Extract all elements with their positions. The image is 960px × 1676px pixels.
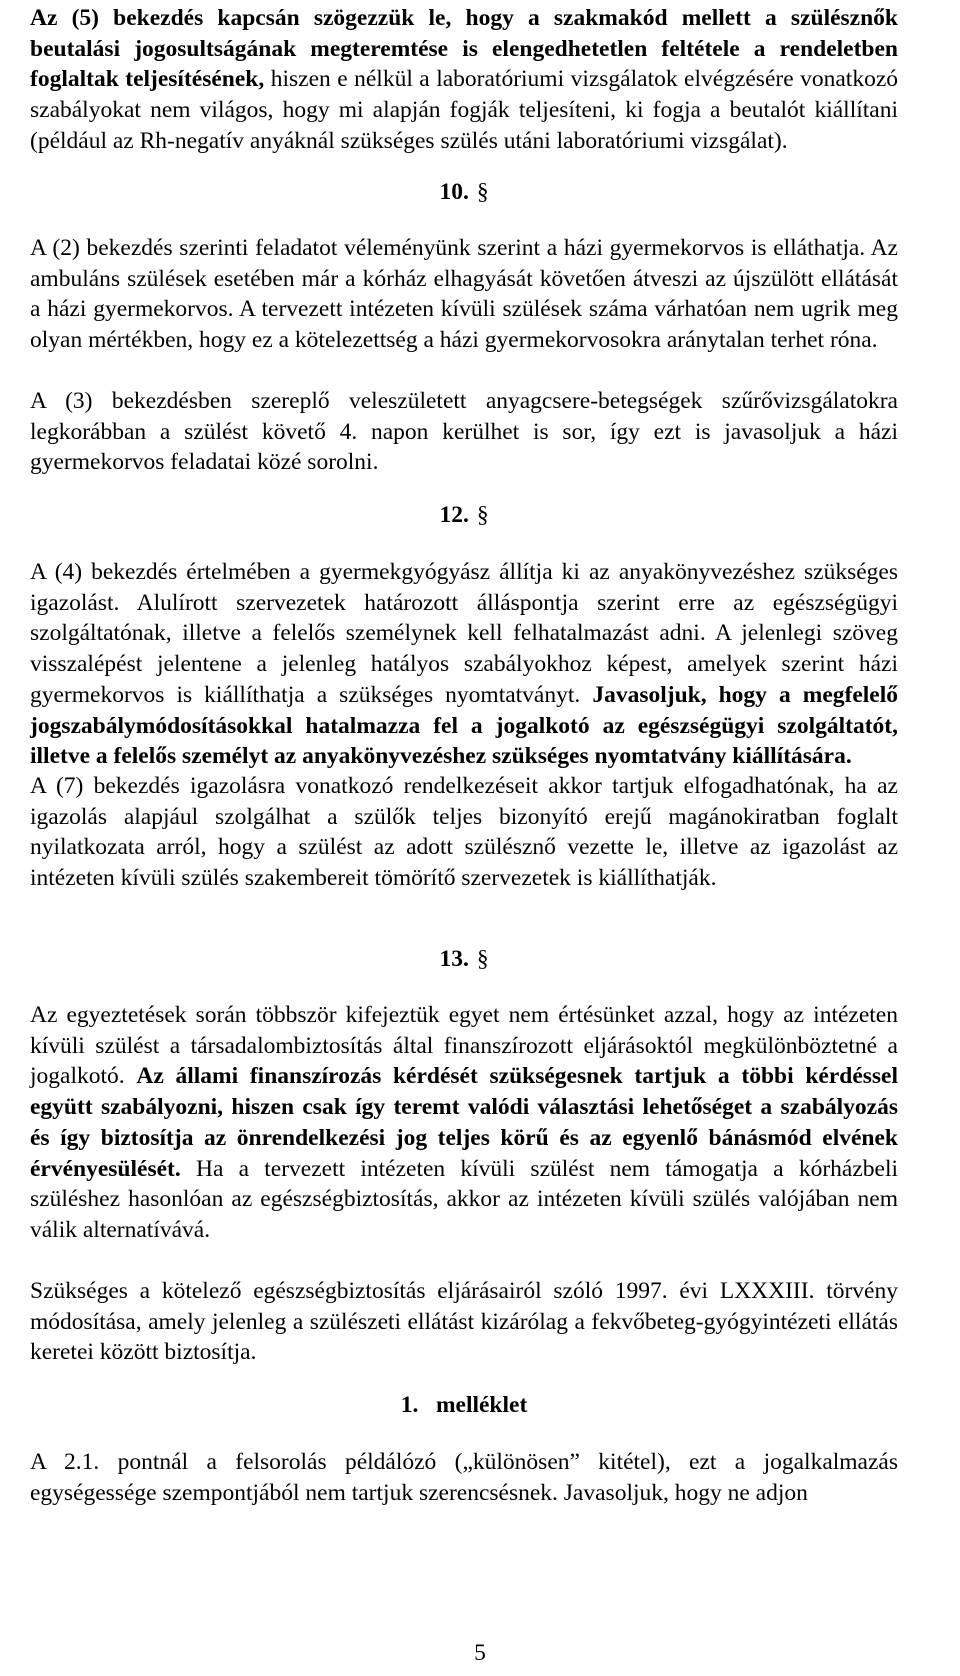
paragraph-insurance-law: Szükséges a kötelező egészségbiztosítás eljárásairól szóló 1997. évi LXXXIII. törvény módosítása, amely jelenleg a szülészeti ellátást kizárólag a fekvőbeteg-gyógyintézeti ellátás keretei között biztosítja. [30, 1278, 898, 1366]
body-text: hiszen e nélkül a laboratóriumi vizsgálatok elvégzésére vonatkozó szabályokat nem világos, hogy mi alapján fogják teljesíteni, ki fogja a beutalót kiállítani (például az Rh-negatív anyáknál szükséges szülés utáni laboratóriumi vizsgálat). [30, 66, 898, 154]
body-text: A (4) bekezdés értelmében a gyermekgyógyász állítja ki az anyakönyvezéshez szükséges igazolást. Alulírott szervezetek határozott álláspontja szerint erre az egészségügyi szolgáltatónak, illetve a felelős személynek kell felhatalmazást adni. A jelenlegi szöveg visszalépést jelentene a jelenleg hatályos szabályokhoz képest, amelyek szerint házi gyermekorvos is kiállíthatja a szükséges nyomtatványt. [30, 559, 898, 708]
section-number: 12. [439, 502, 469, 528]
body-text: Az egyeztetések során többször kifejeztük egyet nem értésünket azzal, hogy az intézeten kívüli szülést a társadalombiztosítás által finanszírozott eljárásoktól megkülönböztetné a jogalkotó. [30, 1002, 898, 1090]
section-heading-12 [30, 500, 898, 531]
bold-text: Az (5) bekezdés kapcsán szögezzük le, hogy a szakmakód mellett a szülésznők beutalási jogosultságának megteremtése is elengedhetetlen feltétele a rendeletben foglaltak teljesítésének, [30, 5, 898, 93]
section-number: 10. [439, 179, 469, 205]
paragraph-certificate-acceptance: A (7) bekezdés igazolásra vonatkozó rendelkezéseit akkor tartjuk elfogadhatónak, ha az igazolás alapjául szolgálhat a szülők teljes bizonyító erejű magánokiratban foglalt nyilatkozata arról, hogy a szülést az adott szülésznő vezette le, illetve az igazolást az intézeten kívüli szülés szakembereit tömörítő szervezetek is kiállíthatják. [30, 773, 898, 892]
section-sign: § [476, 502, 489, 528]
section-heading-13 [30, 944, 898, 975]
annex-heading: 1. melléklet [400, 1392, 528, 1418]
paragraph-annex-point: A 2.1. pontnál a felsorolás példálózó („különösen” kitétel), ezt a jogalkalmazás egységessége szempontjából nem tartjuk szerencsésnek. Javasoljuk, hogy ne adjon [30, 1449, 898, 1506]
bold-text: Az állami finanszírozás kérdését szükségesnek tartjuk a többi kérdéssel együtt szabályozni, hiszen csak így teremt valódi választási lehetőséget a szabályozás és így biztosítja az önrendelkezési jog teljes körű és az egyenlő bánásmód elvének érvényesülését. [30, 1063, 898, 1182]
paragraph-state-financing [30, 1000, 898, 1246]
section-sign: § [476, 179, 489, 205]
bold-text: Javasoljuk, hogy a megfelelő jogszabálymódosításokkal hatalmazza fel a jogalkotó az egészségügyi szolgáltatót, illetve a felelős személyt az anyakönyvezéshez szükséges nyomtatvány kiállítására. [30, 681, 898, 770]
paragraph-metabolic-screening: A (3) bekezdésben szereplő veleszületett anyagcsere-betegségek szűrővizsgálatokra legkorábban a szülést követő 4. napon kerülhet is sor, így ezt is javasoljuk a házi gyermekorvos feladatai közé sorolni. [30, 388, 898, 476]
section-number: 13. [439, 946, 469, 972]
paragraph-pediatrician-task: A (2) bekezdés szerinti feladatot véleményünk szerint a házi gyermekorvos is elláthatja. Az ambuláns szülések esetében már a kórház elhagyását követően átveszi az újszülött ellátását a házi gyermekorvos. A tervezett intézeten kívüli szülések száma várhatóan nem ugrik meg olyan mértékben, hogy ez a kötelezettség a házi gyermekorvosokra aránytalan terhet róna. [30, 235, 898, 354]
section-heading-10 [30, 177, 898, 208]
section-sign: § [476, 946, 489, 972]
paragraph-registration-certificate [30, 557, 898, 772]
body-text: Ha a tervezett intézeten kívüli szülést nem támogatja a kórházbeli szüléshez hasonlóan az egészségbiztosítás, akkor az intézeten kívüli szülés valójában nem válik alternatívává. [30, 1155, 898, 1243]
paragraph-midwife-referral [30, 3, 898, 157]
page-number: 5 [474, 1640, 486, 1666]
